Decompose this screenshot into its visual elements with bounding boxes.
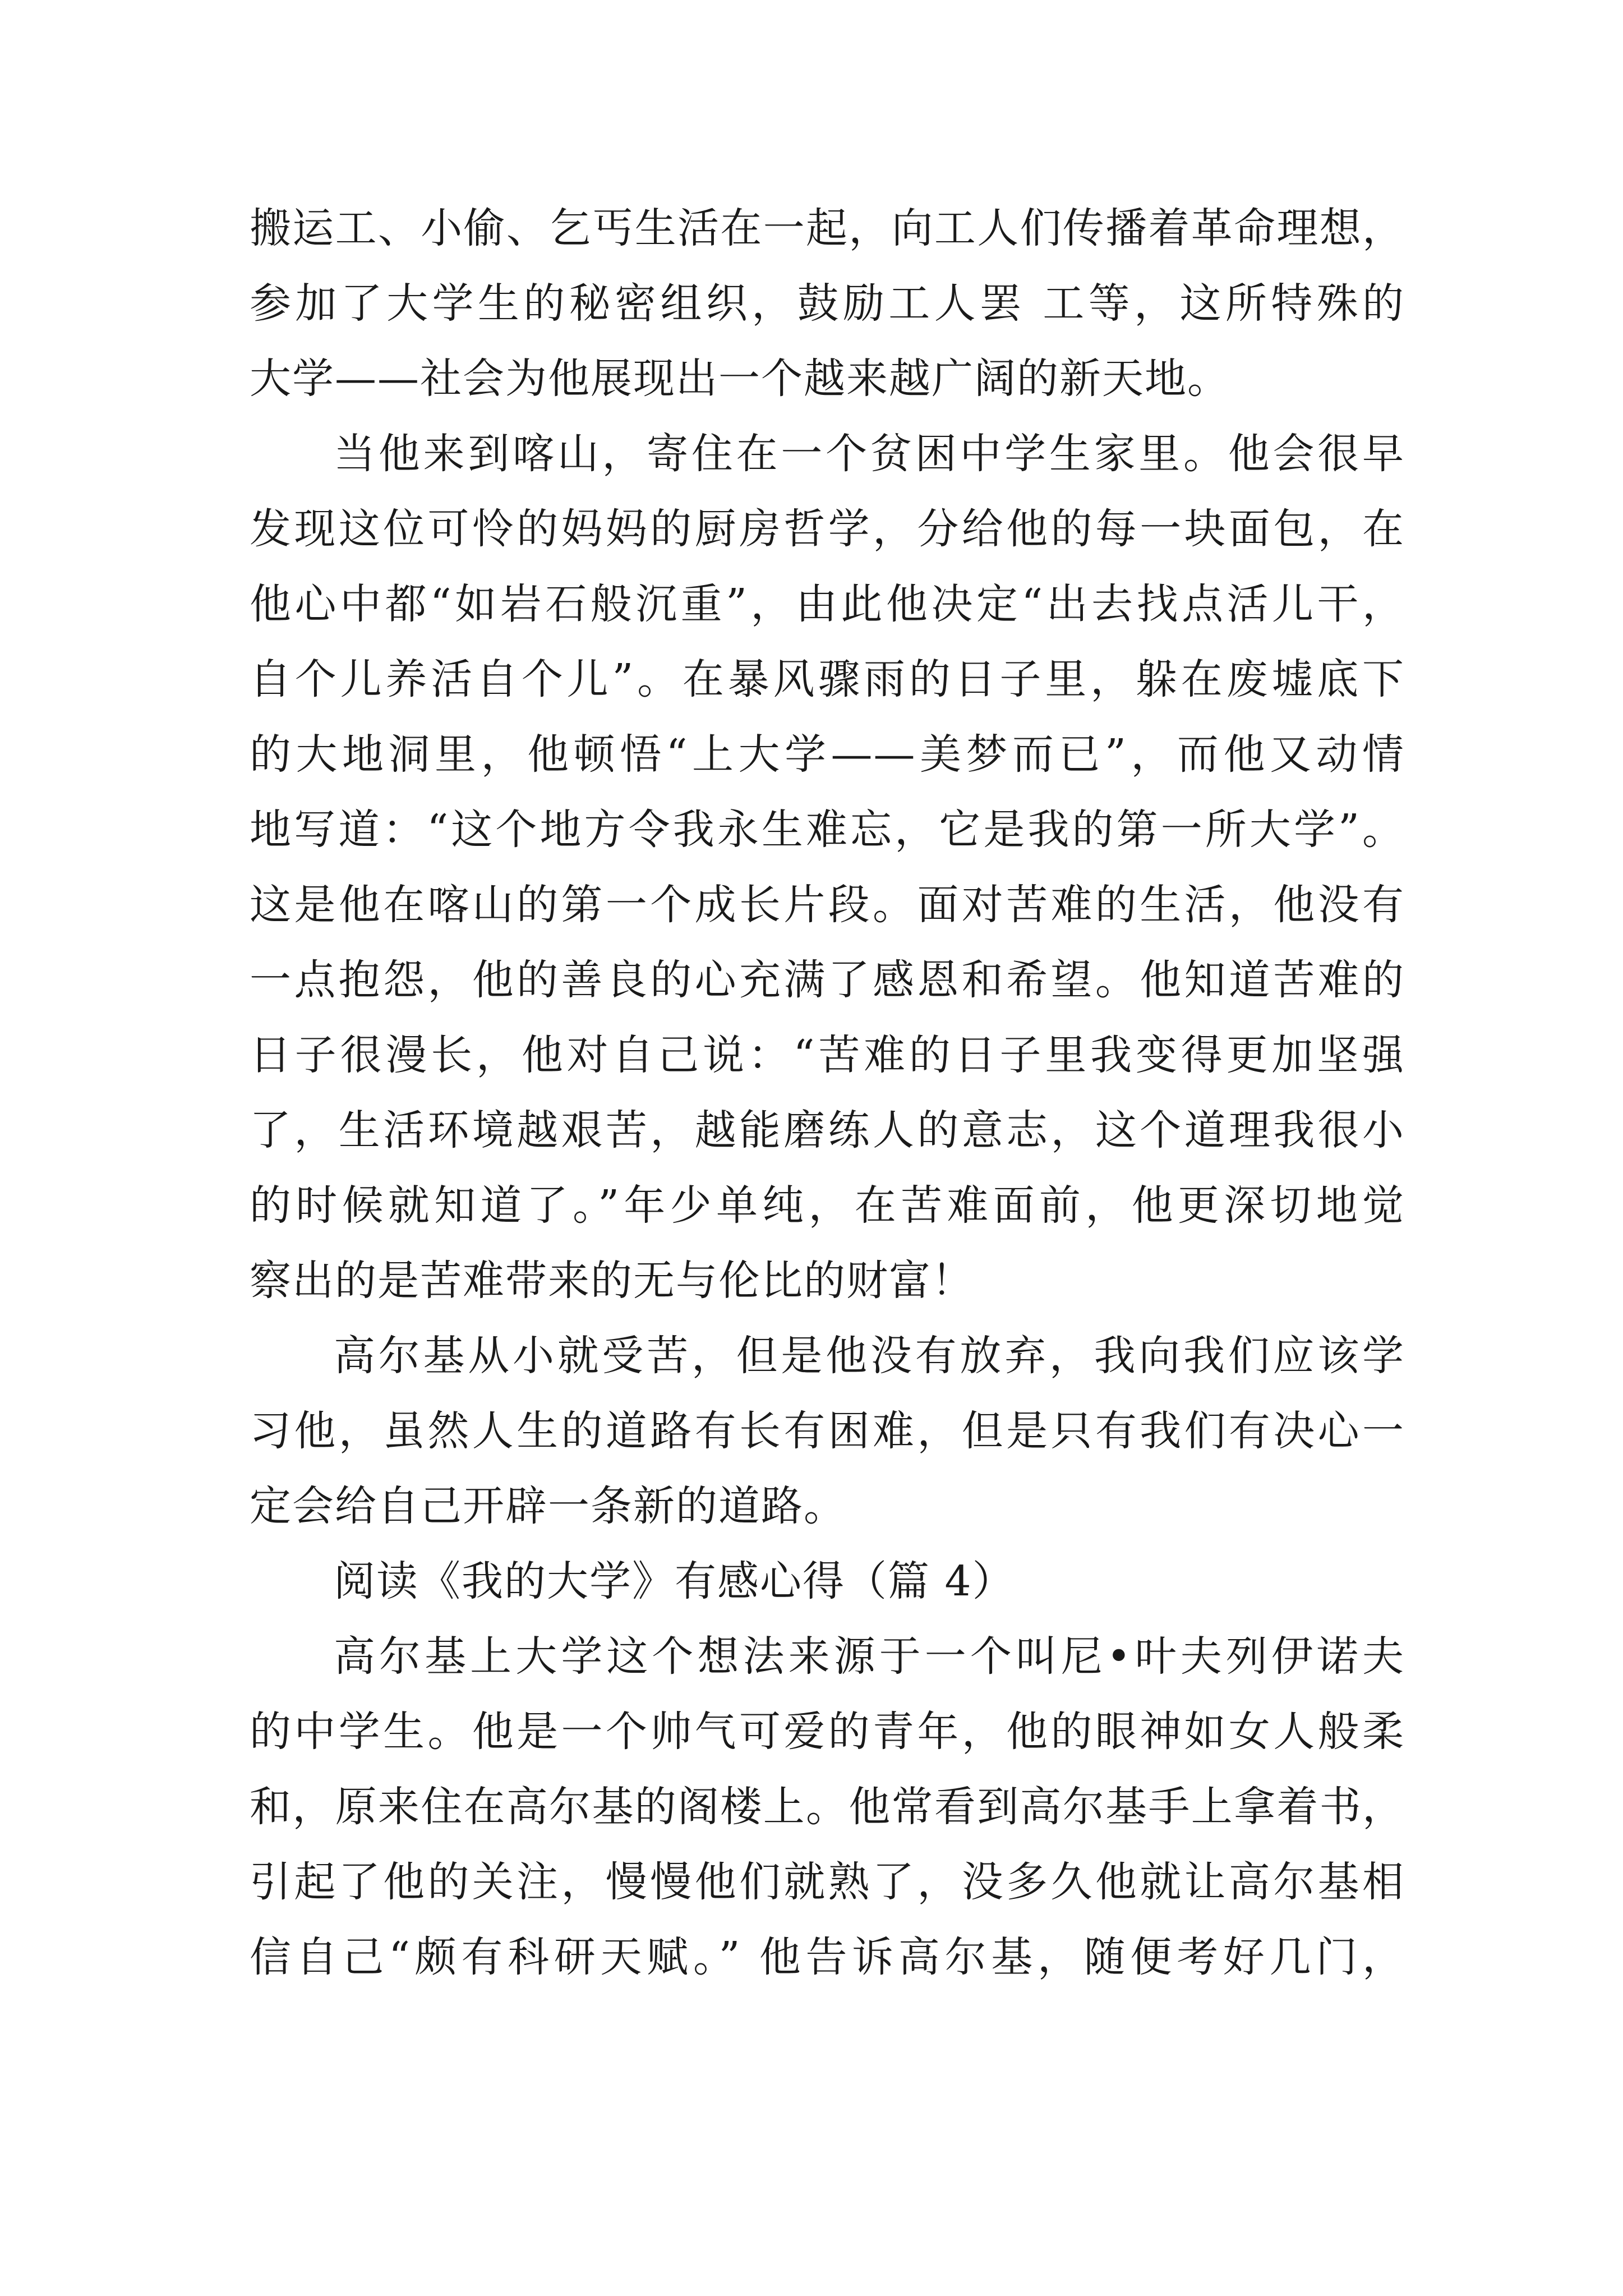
- text-line: 的大地洞里，他顿悟“上大学——美梦而已”，而他又动情: [250, 730, 1405, 779]
- section-heading: 阅读《我的大学》有感心得（篇 4）: [334, 1557, 1015, 1605]
- text-line: 的中学生。他是一个帅气可爱的青年，他的眼神如女人般柔: [250, 1708, 1405, 1756]
- text-line: 大学——社会为他展现出一个越来越广阔的新天地。: [250, 355, 1230, 403]
- paragraph-start-line: 高尔基上大学这个想法来源于一个叫尼•叶夫列伊诺夫: [334, 1632, 1405, 1681]
- text-line: 这是他在喀山的第一个成长片段。面对苦难的生活，他没有: [250, 881, 1405, 929]
- text-line: 信自己“颇有科研天赋。” 他告诉高尔基，随便考好几门，: [250, 1933, 1405, 1981]
- text-line: 日子很漫长，他对自己说：“苦难的日子里我变得更加坚强: [250, 1031, 1405, 1079]
- text-line: 定会给自己开辟一条新的道路。: [250, 1482, 846, 1530]
- text-line: 参加了大学生的秘密组织，鼓励工人罢 工等，这所特殊的: [250, 279, 1405, 328]
- text-line: 他心中都“如岩石般沉重”，由此他决定“出去找点活儿干，: [250, 580, 1405, 628]
- text-line: 自个儿养活自个儿”。在暴风骤雨的日子里，躲在废墟底下: [250, 655, 1405, 703]
- text-line: 地写道：“这个地方令我永生难忘，它是我的第一所大学”。: [250, 806, 1405, 854]
- text-line: 发现这位可怜的妈妈的厨房哲学，分给他的每一块面包，在: [250, 505, 1405, 553]
- text-line: 的时候就知道了。”年少单纯，在苦难面前，他更深切地觉: [250, 1181, 1405, 1230]
- paragraph-start-line: 当他来到喀山，寄住在一个贫困中学生家里。他会很早: [334, 430, 1405, 478]
- text-line: 了，生活环境越艰苦，越能磨练人的意志，这个道理我很小: [250, 1106, 1405, 1154]
- text-line: 和，原来住在高尔基的阁楼上。他常看到高尔基手上拿着书，: [250, 1783, 1405, 1831]
- text-line: 搬运工、小偷、乞丐生活在一起，向工人们传播着革命理想，: [250, 204, 1405, 252]
- paragraph-start-line: 高尔基从小就受苦，但是他没有放弃，我向我们应该学: [334, 1332, 1405, 1380]
- text-line: 察出的是苦难带来的无与伦比的财富！: [250, 1257, 974, 1305]
- body-text: [250, 191, 1405, 1995]
- text-line: 习他，虽然人生的道路有长有困难，但是只有我们有决心一: [250, 1407, 1405, 1455]
- text-line: 一点抱怨，他的善良的心充满了感恩和希望。他知道苦难的: [250, 956, 1405, 1004]
- text-line: 引起了他的关注，慢慢他们就熟了，没多久他就让高尔基相: [250, 1858, 1405, 1906]
